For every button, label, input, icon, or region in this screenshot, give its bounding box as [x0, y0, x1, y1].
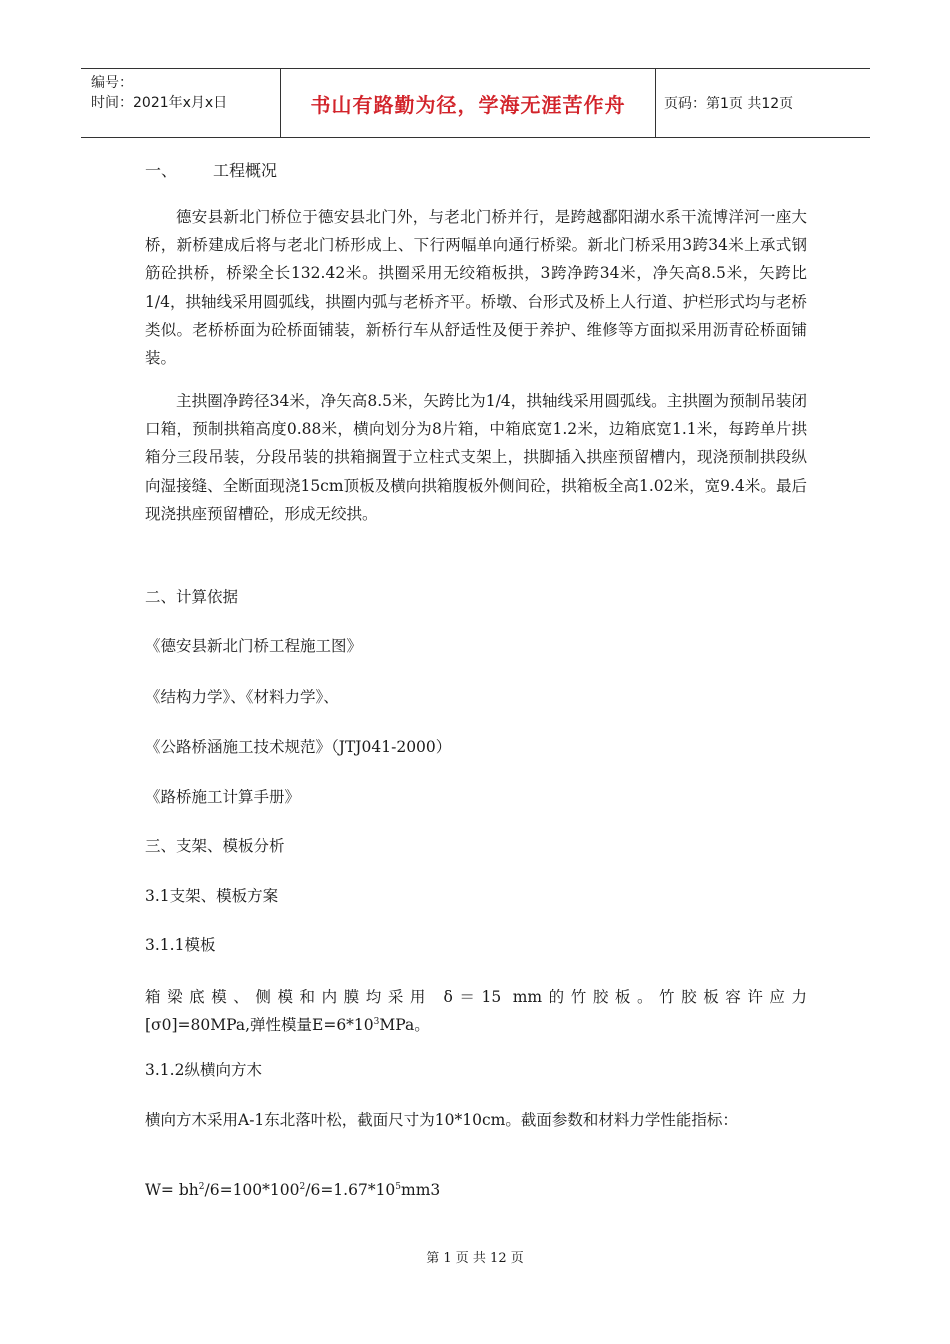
header-meta — [81, 69, 281, 137]
page-footer: 第 1 页 共 12 页 — [426, 1251, 524, 1266]
header-motto: 书山有路勤为径，学海无涯苦作舟 — [281, 69, 656, 137]
subsection-3-1-heading: 3.1支架、模板方案 — [145, 887, 279, 905]
section-1-heading — [145, 158, 807, 181]
reference-item: 《公路桥涵施工技术规范》（JTJ041-2000） — [145, 738, 452, 756]
document-number-label: 编号： — [91, 75, 133, 91]
reference-item: 《德安县新北门桥工程施工图》 — [145, 637, 363, 655]
section-2-heading: 二、计算依据 — [145, 588, 239, 606]
subsection-3-1-2-heading: 3.1.2纵横向方木 — [145, 1061, 262, 1079]
formwork-line-2: [σ0]=80MPa,弹性模量$E=6*10^3MPa$。 — [145, 1016, 430, 1034]
section-1-number: 一、 — [145, 161, 178, 180]
subsection-3-1-1-heading: 3.1.1模板 — [145, 936, 216, 954]
formwork-text — [145, 983, 807, 1039]
timber-text: 横向方木采用A-1东北落叶松，截面尺寸为10*10cm。截面参数和材料力学性能指标： — [145, 1111, 738, 1129]
section-modulus-formula: $W= bh^2/6=100*100^2/6=1.67*10^5mm3$ — [145, 1181, 441, 1199]
reference-item: 《路桥施工计算手册》 — [145, 788, 301, 806]
document-date: 时间：2021年x月x日 — [91, 95, 228, 111]
section-3-heading: 三、支架、模板分析 — [145, 837, 285, 855]
formwork-line-1: 箱梁底模、侧模和内膜均采用 δ＝15 mm的竹胶板。竹胶板容许应力 — [145, 988, 807, 1006]
page-header — [81, 68, 870, 138]
overview-paragraph-1: 德安县新北门桥位于德安县北门外，与老北门桥并行，是跨越鄱阳湖水系干流博洋河一座大桥，新桥建成后将与老北门桥形成上、下行两幅单向通行桥梁。新北门桥采用3跨34米上承式钢筋砼拱桥，桥梁全长132.42米。拱圈采用无绞箱板拱，3跨净跨34米，净矢高8.5米，矢跨比1/4，拱轴线采用圆弧线，拱圈内弧与老桥齐平。桥墩、台形式及桥上人行道、护栏形式均与老桥类似。老桥桥面为砼桥面铺装，新桥行车从舒适性及便于养护、维修等方面拟采用沥青砼桥面铺装。 — [145, 208, 807, 368]
section-1-title: 工程概况 — [213, 161, 278, 180]
overview-paragraph-2: 主拱圈净跨径34米，净矢高8.5米，矢跨比为1/4，拱轴线采用圆弧线。主拱圈为预制吊装闭口箱，预制拱箱高度0.88米，横向划分为8片箱，中箱底宽1.2米，边箱底宽1.1米，每跨单片拱箱分三段吊装，分段吊装的拱箱搁置于立柱式支架上，拱脚插入拱座预留槽内，现浇预制拱段纵向湿接缝、全断面现浇15cm顶板及横向拱箱腹板外侧间砼，拱箱板全高1.02米，宽9.4米。最后现浇拱座预留槽砼，形成无绞拱。 — [145, 392, 807, 523]
header-page-number: 页码：第1页 共12页 — [664, 96, 794, 112]
reference-item: 《结构力学》、《材料力学》、 — [145, 688, 339, 706]
